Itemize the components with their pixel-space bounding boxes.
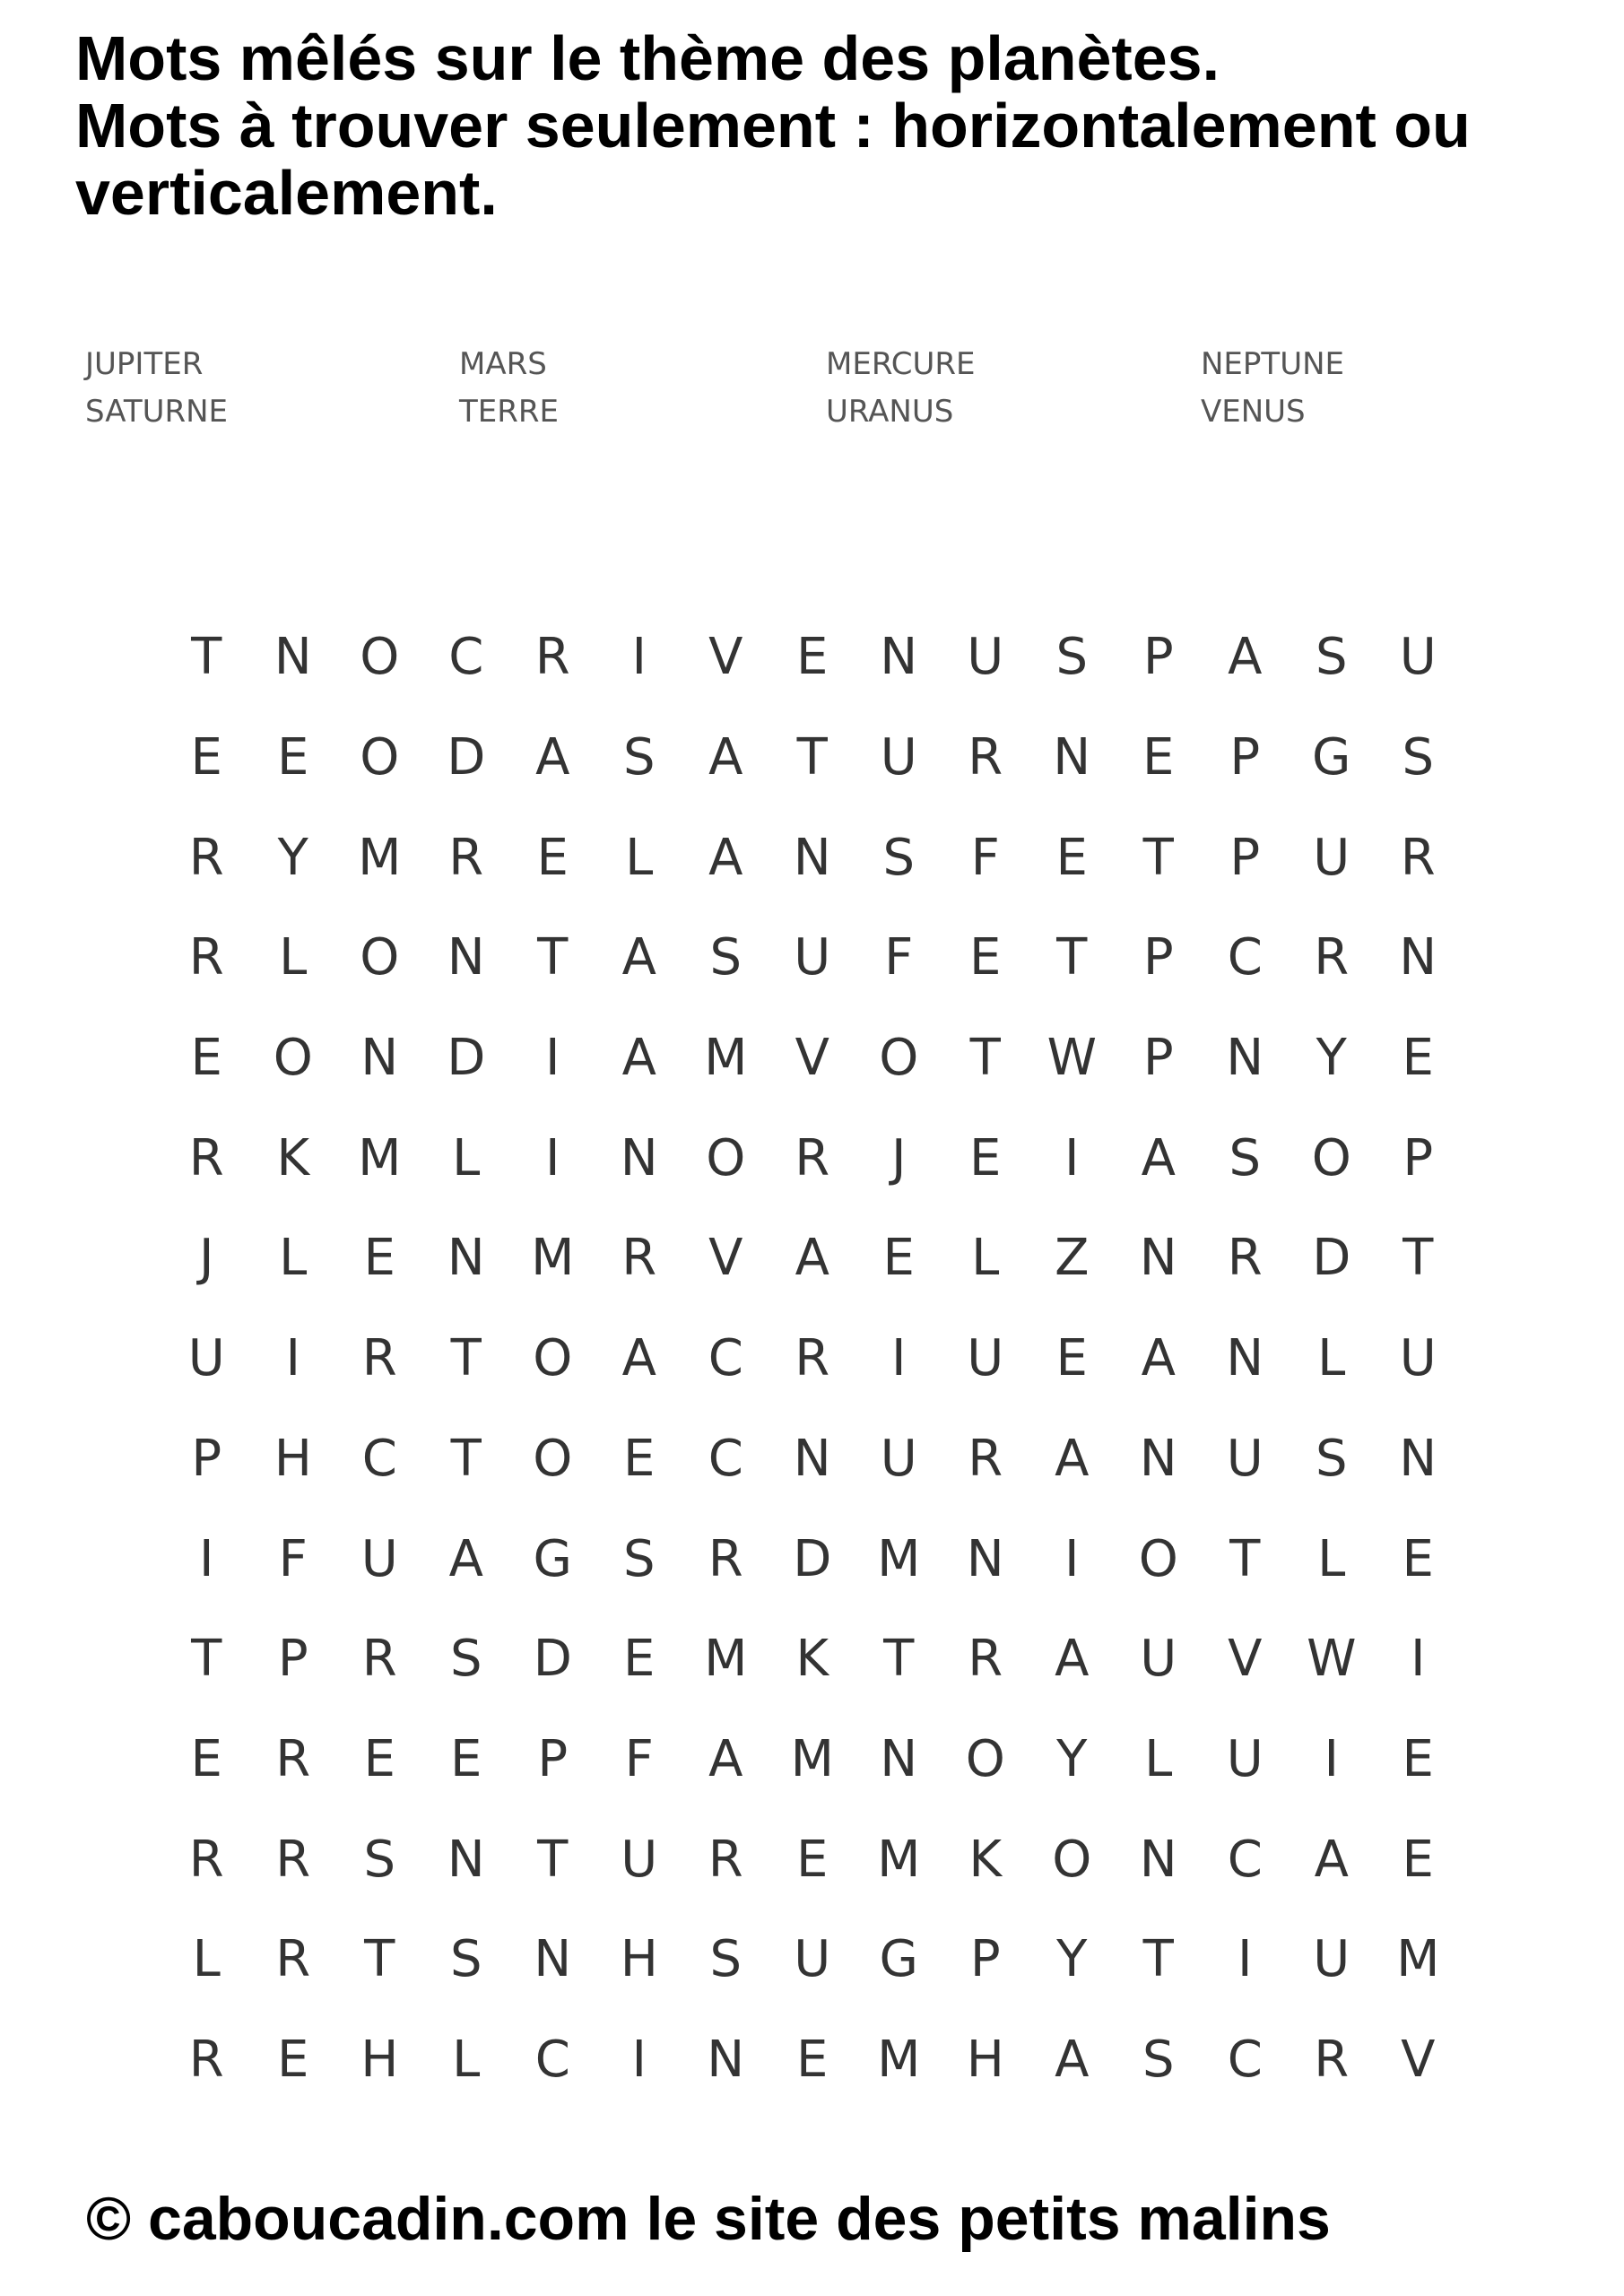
grid-cell[interactable]: E [1402, 1029, 1434, 1088]
grid-cell[interactable]: Y [1316, 1029, 1347, 1088]
grid-cell[interactable]: T [450, 1329, 482, 1388]
grid-cell[interactable]: N [447, 1830, 485, 1889]
grid-cell[interactable]: Z [1055, 1229, 1090, 1288]
grid-cell[interactable]: N [447, 1229, 485, 1288]
grid-cell[interactable]: G [1312, 728, 1351, 787]
grid-cell[interactable]: A [708, 728, 743, 787]
grid-cell[interactable]: F [624, 1729, 654, 1788]
letter-grid [163, 607, 1462, 2109]
grid-cell[interactable]: M [877, 2030, 921, 2089]
grid-cell[interactable]: E [796, 628, 829, 687]
grid-cell[interactable]: E [363, 1229, 395, 1288]
grid-cell[interactable]: L [1144, 1729, 1173, 1788]
grid-cell[interactable]: G [879, 1930, 918, 1989]
grid-cell[interactable]: N [534, 1930, 572, 1989]
grid-cell[interactable]: C [708, 1429, 743, 1488]
grid-cell[interactable]: I [631, 2030, 647, 2089]
grid-cell[interactable]: R [795, 1128, 830, 1187]
grid-cell[interactable]: C [1227, 928, 1263, 987]
grid-cell[interactable]: Y [277, 828, 308, 887]
grid-cell[interactable]: E [796, 2030, 829, 2089]
grid-cell[interactable]: E [536, 828, 569, 887]
grid-cell[interactable]: P [1142, 928, 1174, 987]
title-line-1: Mots mêlés sur le thème des planètes. [75, 23, 1220, 93]
grid-cell[interactable]: U [794, 1930, 831, 1989]
grid-cell[interactable]: U [794, 928, 831, 987]
grid-cell[interactable]: O [273, 1029, 313, 1088]
grid-cell[interactable]: A [621, 1029, 656, 1088]
grid-cell[interactable]: N [620, 1128, 658, 1187]
grid-cell[interactable]: O [533, 1329, 573, 1388]
grid-cell[interactable]: I [544, 1128, 560, 1187]
title-line-3: verticalement. [75, 158, 498, 228]
grid-cell[interactable]: U [360, 1529, 398, 1588]
grid-cell[interactable]: E [277, 2030, 309, 2089]
grid-cell[interactable]: A [795, 1229, 829, 1288]
grid-cell[interactable]: H [274, 1429, 312, 1488]
grid-cell[interactable]: L [625, 828, 654, 887]
grid-cell[interactable]: L [971, 1229, 1000, 1288]
grid-cell[interactable]: E [1402, 1529, 1434, 1588]
grid-cell[interactable]: L [279, 1229, 308, 1288]
grid-cell[interactable]: O [360, 928, 400, 987]
grid-cell[interactable]: D [447, 728, 486, 787]
grid-cell[interactable]: U [1140, 1630, 1177, 1689]
grid-cell[interactable]: E [190, 1029, 222, 1088]
grid-cell[interactable]: U [1399, 628, 1437, 687]
grid-cell[interactable]: I [631, 628, 647, 687]
grid-cell[interactable]: L [452, 1128, 481, 1187]
grid-cell[interactable]: T [969, 1029, 1001, 1088]
grid-cell[interactable]: I [1410, 1630, 1426, 1689]
grid-cell[interactable]: E [190, 1729, 222, 1788]
grid-cell[interactable]: C [1227, 1830, 1263, 1889]
grid-cell[interactable]: J [198, 1229, 214, 1288]
grid-cell[interactable]: E [882, 1229, 915, 1288]
grid-cell[interactable]: C [361, 1429, 397, 1488]
grid-cell[interactable]: R [275, 1930, 311, 1989]
grid-cell[interactable]: R [1400, 828, 1436, 887]
grid-cell[interactable]: U [1226, 1729, 1264, 1788]
grid-cell[interactable]: M [358, 1128, 402, 1187]
grid-cell[interactable]: T [883, 1630, 915, 1689]
grid-cell[interactable]: N [707, 2030, 745, 2089]
grid-cell[interactable]: U [1313, 1930, 1350, 1989]
grid-cell[interactable]: D [1312, 1229, 1351, 1288]
grid-cell[interactable]: N [1226, 1029, 1264, 1088]
grid-cell[interactable]: R [795, 1329, 830, 1388]
grid-cell[interactable]: E [969, 928, 1002, 987]
grid-cell[interactable]: F [970, 828, 1000, 887]
grid-cell[interactable]: E [1142, 728, 1175, 787]
grid-cell[interactable]: R [708, 1529, 743, 1588]
grid-cell[interactable]: P [1229, 728, 1261, 787]
grid-cell[interactable]: E [1055, 1329, 1088, 1388]
grid-cell[interactable]: P [1142, 628, 1174, 687]
grid-cell[interactable]: A [448, 1529, 483, 1588]
grid-cell[interactable]: R [534, 628, 570, 687]
grid-cell[interactable]: N [447, 928, 485, 987]
grid-cell[interactable]: N [1139, 1229, 1177, 1288]
word-item: VENUS [1201, 394, 1306, 430]
grid-cell[interactable]: R [1314, 928, 1350, 987]
grid-cell[interactable]: P [1403, 1128, 1434, 1187]
grid-cell[interactable]: R [188, 2030, 224, 2089]
word-item: TERRE [459, 394, 559, 430]
grid-cell[interactable]: E [450, 1729, 482, 1788]
word-list [85, 341, 1556, 436]
grid-cell[interactable]: S [1229, 1128, 1262, 1187]
footer-copyright: © caboucadin.com le site des petits malins [86, 2185, 1331, 2253]
grid-cell[interactable]: F [884, 928, 914, 987]
grid-cell[interactable]: U [967, 1329, 1004, 1388]
word-item: SATURNE [85, 394, 229, 430]
grid-cell[interactable]: N [793, 1429, 831, 1488]
grid-cell[interactable]: R [188, 1830, 224, 1889]
grid-cell[interactable]: A [621, 1329, 656, 1388]
grid-cell[interactable]: S [622, 728, 656, 787]
grid-cell[interactable]: R [968, 728, 1003, 787]
grid-cell[interactable]: E [1402, 1830, 1434, 1889]
grid-cell[interactable]: N [1053, 728, 1091, 787]
grid-cell[interactable]: T [1056, 928, 1088, 987]
grid-cell[interactable]: P [277, 1630, 308, 1689]
grid-cell[interactable]: R [708, 1830, 743, 1889]
grid-cell[interactable]: H [620, 1930, 658, 1989]
grid-cell[interactable]: H [966, 2030, 1004, 2089]
grid-cell[interactable]: S [709, 928, 743, 987]
grid-cell[interactable]: G [533, 1529, 572, 1588]
grid-cell[interactable]: S [1055, 628, 1089, 687]
grid-cell[interactable]: E [1055, 828, 1088, 887]
grid-cell[interactable]: T [1229, 1529, 1261, 1588]
grid-cell[interactable]: J [890, 1128, 907, 1187]
grid-cell[interactable]: U [967, 628, 1004, 687]
grid-cell[interactable]: M [704, 1029, 748, 1088]
grid-cell[interactable]: U [880, 1429, 917, 1488]
grid-cell[interactable]: M [877, 1529, 921, 1588]
grid-cell[interactable]: E [796, 1830, 829, 1889]
grid-cell[interactable]: R [968, 1630, 1003, 1689]
grid-cell[interactable]: R [275, 1830, 311, 1889]
grid-cell[interactable]: T [364, 1930, 395, 1989]
word-item: JUPITER [85, 346, 204, 382]
grid-cell[interactable]: S [882, 828, 916, 887]
grid-cell[interactable]: L [1317, 1329, 1346, 1388]
grid-cell[interactable]: P [969, 1930, 1001, 1989]
grid-cell[interactable]: N [966, 1529, 1004, 1588]
grid-cell[interactable]: U [880, 728, 917, 787]
grid-cell[interactable]: T [537, 1830, 569, 1889]
grid-cell[interactable]: O [965, 1729, 1005, 1788]
grid-cell[interactable]: N [1399, 928, 1437, 987]
grid-cell[interactable]: C [708, 1329, 743, 1388]
grid-cell[interactable]: A [1141, 1128, 1176, 1187]
grid-cell[interactable]: P [537, 1729, 569, 1788]
grid-cell[interactable]: Y [1056, 1930, 1088, 1989]
grid-cell[interactable]: P [1142, 1029, 1174, 1088]
grid-cell[interactable]: A [708, 828, 743, 887]
grid-cell[interactable]: S [1315, 1429, 1348, 1488]
word-item: MERCURE [826, 346, 976, 382]
title-line-2: Mots à trouver seulement : horizontalement ou [75, 91, 1471, 161]
grid-cell[interactable]: T [1142, 828, 1174, 887]
grid-cell[interactable]: R [188, 828, 224, 887]
grid-cell[interactable]: D [447, 1029, 486, 1088]
grid-cell[interactable]: M [358, 828, 402, 887]
word-item: MARS [459, 346, 547, 382]
grid-cell[interactable]: R [188, 1128, 224, 1187]
grid-cell[interactable]: O [706, 1128, 746, 1187]
grid-cell[interactable]: S [709, 1930, 743, 1989]
grid-cell[interactable]: T [537, 928, 569, 987]
grid-cell[interactable]: K [276, 1128, 310, 1187]
grid-cell[interactable]: E [623, 1429, 656, 1488]
grid-cell[interactable]: E [190, 728, 222, 787]
grid-cell[interactable]: N [880, 628, 918, 687]
grid-cell[interactable]: F [278, 1529, 308, 1588]
grid-cell[interactable]: R [968, 1429, 1003, 1488]
grid-cell[interactable]: N [1139, 1429, 1177, 1488]
grid-cell[interactable]: I [1237, 1930, 1253, 1989]
grid-cell[interactable]: A [535, 728, 570, 787]
grid-cell[interactable]: O [360, 728, 400, 787]
grid-cell[interactable]: S [1402, 728, 1435, 787]
grid-cell[interactable]: K [968, 1830, 1003, 1889]
grid-cell[interactable]: W [1046, 1029, 1097, 1088]
grid-cell[interactable]: A [1228, 628, 1263, 687]
grid-cell[interactable]: Y [1056, 1729, 1088, 1788]
grid-cell[interactable]: T [1403, 1229, 1434, 1288]
grid-cell[interactable]: O [360, 628, 400, 687]
grid-cell[interactable]: N [360, 1029, 399, 1088]
grid-cell[interactable]: U [1313, 828, 1350, 887]
grid-cell[interactable]: A [621, 928, 656, 987]
grid-cell[interactable]: A [1055, 1630, 1090, 1689]
grid-cell[interactable]: R [361, 1329, 397, 1388]
grid-cell[interactable]: O [1052, 1830, 1092, 1889]
grid-cell[interactable]: S [1315, 628, 1348, 687]
grid-cell[interactable]: C [534, 2030, 570, 2089]
grid-cell[interactable]: R [1314, 2030, 1350, 2089]
grid-cell[interactable]: U [621, 1830, 658, 1889]
grid-cell[interactable]: S [622, 1529, 656, 1588]
grid-cell[interactable]: U [187, 1329, 225, 1388]
grid-cell[interactable]: V [708, 628, 743, 687]
grid-cell[interactable]: S [449, 1930, 482, 1989]
grid-cell[interactable]: K [795, 1630, 829, 1689]
grid-cell[interactable]: D [533, 1630, 572, 1689]
grid-cell[interactable]: V [795, 1029, 829, 1088]
page-title [75, 25, 1600, 227]
grid-cell[interactable]: I [1064, 1128, 1080, 1187]
grid-cell[interactable]: V [1401, 2030, 1436, 2089]
grid-cell[interactable]: E [277, 728, 309, 787]
grid-cell[interactable]: A [1141, 1329, 1176, 1388]
grid-cell[interactable]: I [285, 1329, 300, 1388]
grid-cell[interactable]: P [191, 1429, 222, 1488]
grid-cell[interactable]: E [623, 1630, 656, 1689]
grid-cell[interactable]: R [275, 1729, 311, 1788]
grid-cell[interactable]: L [279, 928, 308, 987]
grid-cell[interactable]: P [1229, 828, 1261, 887]
grid-cell[interactable]: O [879, 1029, 919, 1088]
grid-cell[interactable]: T [191, 1630, 222, 1689]
grid-cell[interactable]: O [1311, 1128, 1351, 1187]
grid-cell[interactable]: V [1228, 1630, 1263, 1689]
grid-cell[interactable]: E [1402, 1729, 1434, 1788]
grid-cell[interactable]: T [796, 728, 828, 787]
grid-cell[interactable]: L [1317, 1529, 1346, 1588]
grid-cell[interactable]: U [1226, 1429, 1264, 1488]
grid-cell[interactable]: H [360, 2030, 399, 2089]
grid-cell[interactable]: W [1307, 1630, 1357, 1689]
grid-cell[interactable]: R [361, 1630, 397, 1689]
grid-cell[interactable]: M [531, 1229, 575, 1288]
grid-cell[interactable]: S [449, 1630, 482, 1689]
grid-cell[interactable]: I [1324, 1729, 1339, 1788]
grid-cell[interactable]: N [274, 628, 312, 687]
grid-cell[interactable]: C [448, 628, 484, 687]
grid-cell[interactable]: U [1399, 1329, 1437, 1388]
grid-cell[interactable]: M [1396, 1930, 1440, 1989]
word-item: NEPTUNE [1201, 346, 1344, 382]
grid-cell[interactable]: E [363, 1729, 395, 1788]
grid-cell[interactable]: N [880, 1729, 918, 1788]
grid-cell[interactable]: N [1226, 1329, 1264, 1388]
grid-cell[interactable]: T [450, 1429, 482, 1488]
grid-cell[interactable]: T [191, 628, 222, 687]
grid-cell[interactable]: C [1227, 2030, 1263, 2089]
grid-cell[interactable]: S [1142, 2030, 1175, 2089]
grid-cell[interactable]: O [1138, 1529, 1178, 1588]
grid-cell[interactable]: N [1139, 1830, 1177, 1889]
grid-cell[interactable]: D [793, 1529, 832, 1588]
grid-cell[interactable]: A [1055, 1429, 1090, 1488]
grid-cell[interactable]: O [533, 1429, 573, 1488]
grid-cell[interactable]: A [708, 1729, 743, 1788]
grid-cell[interactable]: V [708, 1229, 743, 1288]
grid-cell[interactable]: M [790, 1729, 834, 1788]
word-item: URANUS [826, 394, 954, 430]
grid-cell[interactable]: M [704, 1630, 748, 1689]
grid-cell[interactable]: R [1227, 1229, 1263, 1288]
grid-cell[interactable]: R [621, 1229, 657, 1288]
grid-cell[interactable]: L [192, 1930, 221, 1989]
grid-cell[interactable]: T [1142, 1930, 1174, 1989]
grid-cell[interactable]: S [363, 1830, 396, 1889]
grid-cell[interactable]: R [448, 828, 484, 887]
grid-cell[interactable]: A [1055, 2030, 1090, 2089]
grid-cell[interactable]: A [1314, 1830, 1349, 1889]
grid-cell[interactable]: I [544, 1029, 560, 1088]
grid-cell[interactable]: E [969, 1128, 1002, 1187]
grid-cell[interactable]: I [890, 1329, 907, 1388]
grid-cell[interactable]: R [188, 928, 224, 987]
grid-cell[interactable]: N [1399, 1429, 1437, 1488]
grid-cell[interactable]: N [793, 828, 831, 887]
grid-cell[interactable]: I [198, 1529, 214, 1588]
grid-cell[interactable]: I [1064, 1529, 1080, 1588]
grid-cell[interactable]: M [877, 1830, 921, 1889]
grid-cell[interactable]: L [452, 2030, 481, 2089]
